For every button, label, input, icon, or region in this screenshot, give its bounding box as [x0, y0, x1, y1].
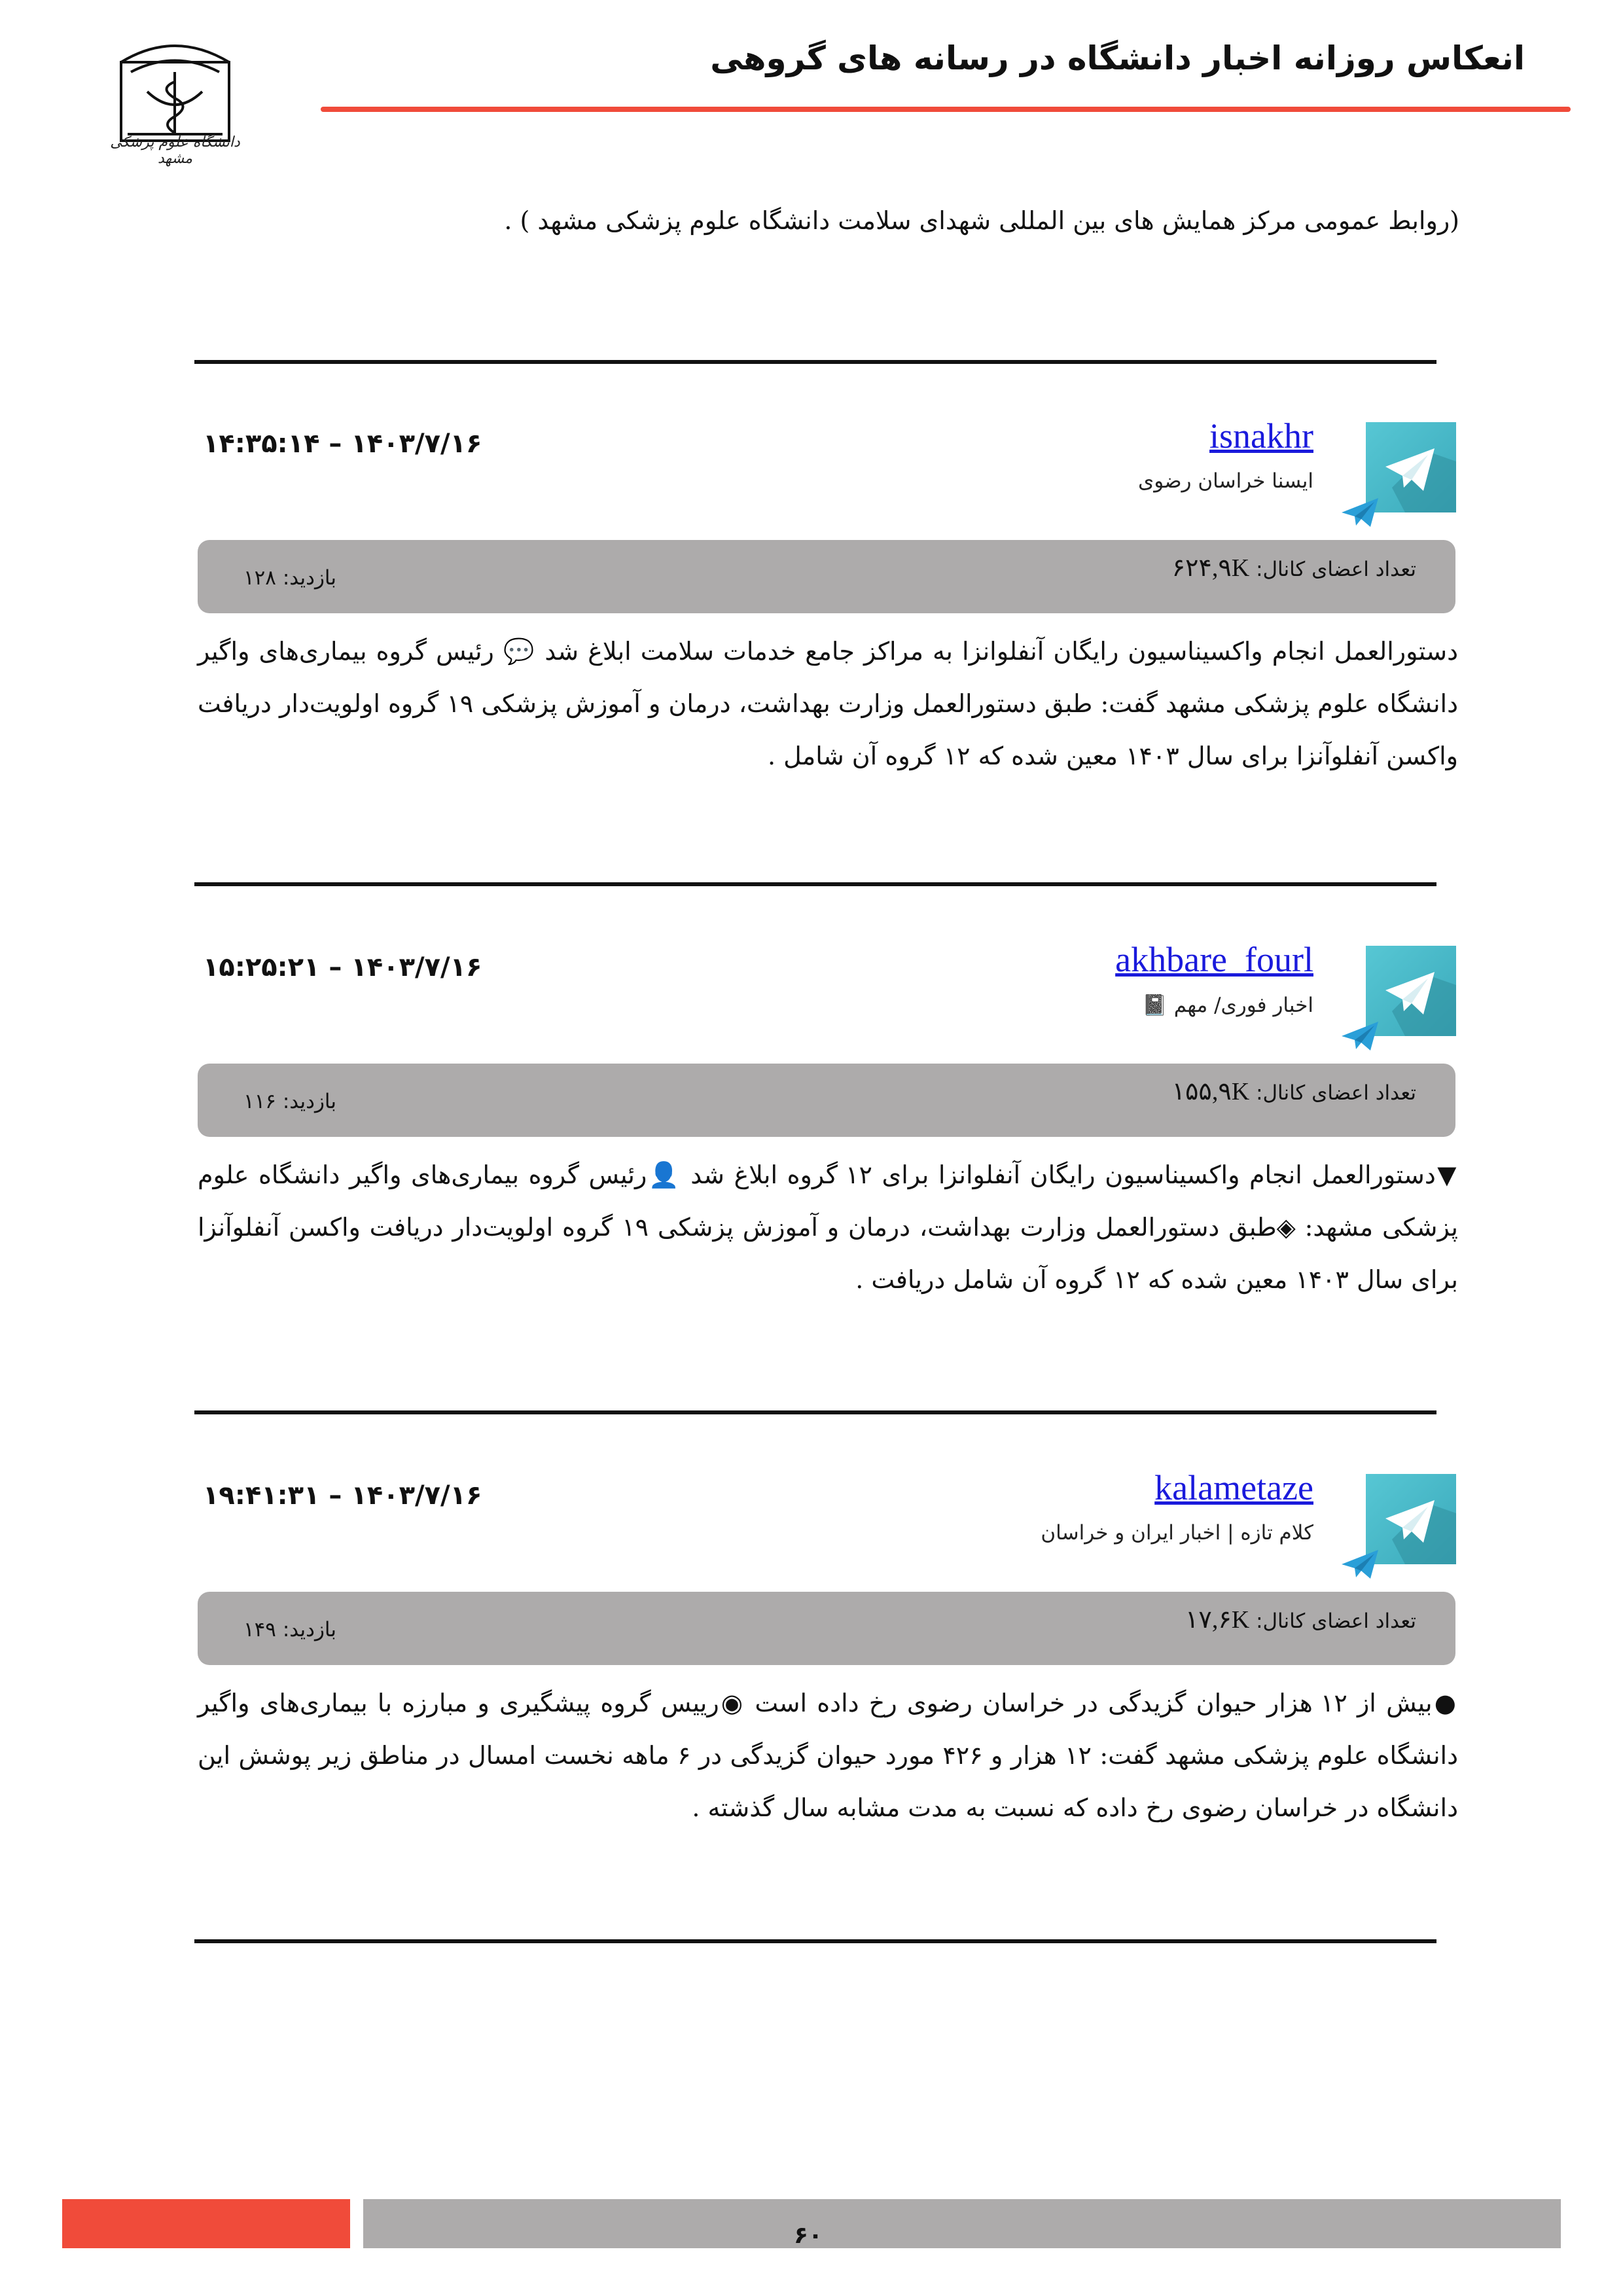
- view-count: بازدید: ۱۲۸: [243, 566, 337, 590]
- section-divider: [194, 882, 1436, 886]
- channel-link[interactable]: akhbare_fourl: [1115, 940, 1313, 979]
- footer-bar: [363, 2199, 1561, 2248]
- page-number: ۶۰: [794, 2222, 823, 2249]
- post-timestamp: ۱۹:۴۱:۳۱ – ۱۴۰۳/۷/۱۶: [203, 1480, 482, 1511]
- member-count: تعداد اعضای کانال: ۶۲۴,۹K: [1171, 554, 1416, 582]
- post-body: دستورالعمل انجام واکسیناسیون رایگان آنفلوانزا به مراکز جامع خدمات سلامت ابلاغ شد 💬 رئیس گروه بیماری‌های واگیر دانشگاه علوم پزشکی مشهد گفت: طبق دستورالعمل وزارت بهداشت، درمان و آموزش پزشکی ۱۹ گروه اولویت‌دار دریافت واکسن آنفلوآنزا برای سال ۱۴۰۳ معین شده که ۱۲ گروه آن شامل .: [198, 637, 1459, 770]
- channel-link[interactable]: isnakhr: [1209, 416, 1313, 456]
- telegram-badge-icon: [1340, 1019, 1380, 1053]
- header-divider: [321, 107, 1571, 112]
- view-count: بازدید: ۱۴۹: [243, 1618, 337, 1641]
- footer-accent-bar: [62, 2199, 350, 2248]
- page-title: انعکاس روزانه اخبار دانشگاه در رسانه های گروهی: [710, 39, 1525, 77]
- channel-description: کلام تازه | اخبار ایران و خراسان: [1041, 1521, 1313, 1545]
- member-count: تعداد اعضای کانال: ۱۵۵,۹K: [1171, 1078, 1416, 1105]
- section-divider: [194, 360, 1436, 364]
- channel-description: اخبار فوری/ مهم 📓: [1142, 994, 1313, 1017]
- post-body: ●بیش از ۱۲ هزار حیوان گزیدگی در خراسان رضوی رخ داده است ◉رییس گروه پیشگیری و مبارزه با بیماری‌های واگیر دانشگاه علوم پزشکی مشهد گفت: ۱۲ هزار و ۴۲۶ مورد حیوان گزیدگی در ۶ ماهه نخست امسال در مناطق زیر پوشش این دانشگاه در خراسان رضوی رخ داده که نسبت به مدت مشابه سال گذشته .: [198, 1689, 1458, 1822]
- section-divider: [194, 1410, 1436, 1414]
- section-divider: [194, 1939, 1436, 1943]
- post-card: [0, 1468, 1623, 1822]
- telegram-badge-icon: [1340, 1547, 1380, 1581]
- post-card: [0, 416, 1623, 770]
- post-timestamp: ۱۵:۲۵:۲۱ – ۱۴۰۳/۷/۱۶: [203, 952, 482, 982]
- channel-link[interactable]: kalametaze: [1154, 1468, 1313, 1507]
- stats-bar: [198, 540, 1455, 613]
- stats-bar: [198, 1064, 1455, 1137]
- stats-bar: [198, 1592, 1455, 1665]
- channel-description: ایسنا خراسان رضوی: [1137, 469, 1313, 493]
- logo-caption: دانشگاه علوم پزشکی مشهد: [110, 134, 240, 167]
- member-count: تعداد اعضای کانال: ۱۷,۶K: [1185, 1606, 1416, 1634]
- post-body: ▼دستورالعمل انجام واکسیناسیون رایگان آنفلوانزا برای ۱۲ گروه ابلاغ شد 👤رئیس گروه بیماری‌های واگیر دانشگاه علوم پزشکی مشهد: ◈طبق دستورالعمل وزارت بهداشت، درمان و آموزش پزشکی ۱۹ گروه اولویت‌دار دریافت واکسن آنفلوآنزا برای سال ۱۴۰۳ معین شده که ۱۲ گروه آن شامل دریافت .: [198, 1160, 1459, 1294]
- post-timestamp: ۱۴:۳۵:۱۴ – ۱۴۰۳/۷/۱۶: [203, 429, 482, 459]
- view-count: بازدید: ۱۱۶: [243, 1090, 337, 1113]
- post-card: [0, 940, 1623, 1294]
- telegram-badge-icon: [1340, 495, 1380, 529]
- intro-text: (روابط عمومی مرکز همایش های بین المللی شهدای سلامت دانشگاه علوم پزشکی مشهد ) .: [504, 206, 1459, 235]
